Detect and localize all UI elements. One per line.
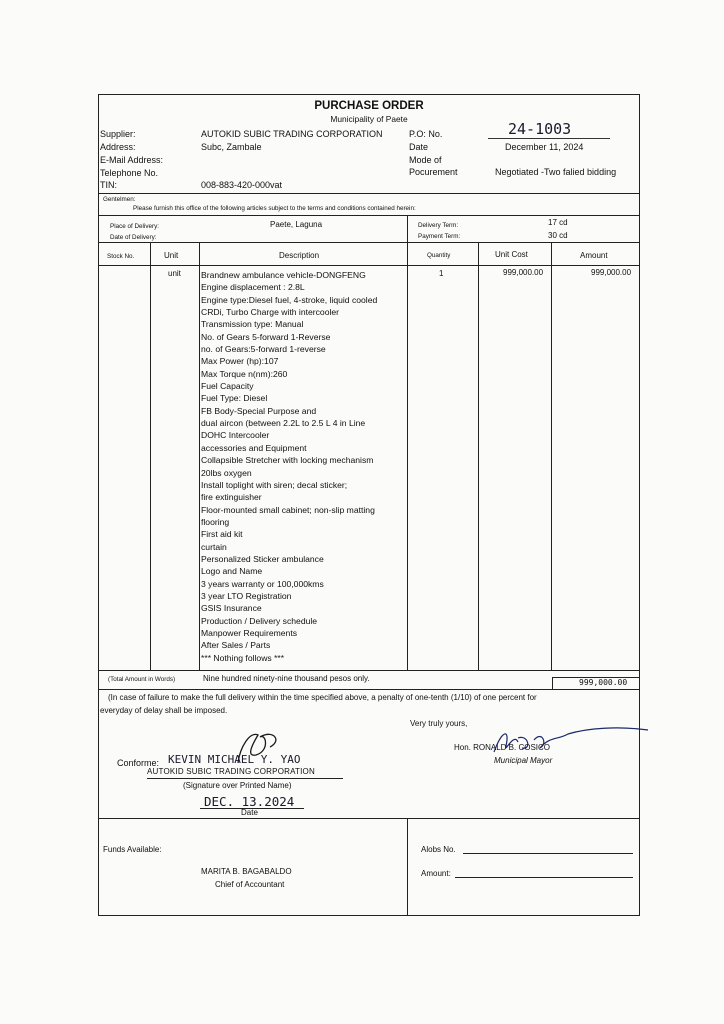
header-description: Description <box>279 251 320 260</box>
supplier-value: AUTOKID SUBIC TRADING CORPORATION <box>201 129 383 139</box>
mayor-title: Municipal Mayor <box>494 756 553 765</box>
description-line: After Sales / Parts <box>201 640 271 651</box>
header-amount: Amount <box>580 251 608 260</box>
delivery-term-label: Delivery Term: <box>418 222 459 229</box>
instructions-text: Please furnish this office of the following articles subject to the terms and conditions contained herein: <box>133 205 416 212</box>
po-number-handwritten: 24-1003 <box>508 120 572 138</box>
penalty-line-1: (In case of failure to make the full delivery within the time specified above, a penalty of one-tenth (1/10) of one percent for <box>108 693 537 702</box>
header-stock-no: Stock No. <box>107 253 135 260</box>
description-line: curtain <box>201 541 227 552</box>
description-line: 3 year LTO Registration <box>201 590 292 601</box>
description-line: CRDi, Turbo Charge with intercooler <box>201 307 340 318</box>
description-line: no. of Gears:5-forward 1-reverse <box>201 344 326 355</box>
municipality-label: Municipality of Paete <box>330 114 408 124</box>
accountant-title: Chief of Accountant <box>215 880 285 889</box>
description-line: flooring <box>201 516 230 527</box>
row-unit-cost: 999,000.00 <box>503 268 544 277</box>
description-line: Production / Delivery schedule <box>201 615 318 626</box>
gentlemen-label: Gentelmen: <box>103 196 136 203</box>
header-quantity: Quantity <box>427 252 451 259</box>
description-line: Brandnew ambulance vehicle-DONGFENG <box>201 270 366 280</box>
conforme-name-handwritten: KEVIN MICHAEL Y. YAO <box>168 753 301 766</box>
alobs-no-line <box>463 853 633 854</box>
description-line: Max Power (hp):107 <box>201 356 279 367</box>
telephone-label: Telephone No. <box>100 168 159 178</box>
document-title: PURCHASE ORDER <box>314 100 424 112</box>
mode-label: Mode of <box>409 155 442 165</box>
delivery-term-value: 17 cd <box>548 218 568 227</box>
total-words-label: (Total Amount in Words) <box>108 676 176 683</box>
place-of-delivery-label: Place of Delivery: <box>110 223 159 230</box>
place-of-delivery-value: Paete, Laguna <box>270 220 323 229</box>
description-line: Engine displacement : 2.8L <box>201 282 305 293</box>
conforme-date-handwritten: DEC. 13.2024 <box>204 794 295 809</box>
description-line: FB Body-Special Purpose and <box>201 405 317 416</box>
row-unit: unit <box>168 269 181 278</box>
description-line: Floor-mounted small cabinet; non-slip matting <box>201 504 375 515</box>
total-amount-words: Nine hundred ninety-nine thousand pesos only. <box>203 674 370 683</box>
penalty-line-2: everyday of delay shall be imposed. <box>100 706 228 715</box>
description-line: Fuel Type: Diesel <box>201 393 268 404</box>
description-line: Transmission type: Manual <box>201 319 304 330</box>
description-line: *** Nothing follows *** <box>201 652 285 663</box>
description-line: 3 years warranty or 100,000kms <box>201 578 324 589</box>
description-line: Manpower Requirements <box>201 627 298 638</box>
payment-term-value: 30 cd <box>548 231 568 240</box>
total-amount: 999,000.00 <box>579 678 628 687</box>
alobs-no-label: Alobs No. <box>421 845 456 854</box>
procurement-label: Pocurement <box>409 167 458 177</box>
mayor-name: Hon. RONALD B. COSICO <box>454 743 551 752</box>
description-line: No. of Gears 5-forward 1-Reverse <box>201 331 331 342</box>
description-line: Fuel Capacity <box>201 381 254 392</box>
description-line: 20lbs oxygen <box>201 467 252 478</box>
row-amount: 999,000.00 <box>591 268 632 277</box>
description-line: dual aircon (between 2.2L to 2.5 L 4 in Line <box>201 418 366 429</box>
payment-term-label: Payment Term: <box>418 233 461 240</box>
funds-available-label: Funds Available: <box>103 845 162 854</box>
item-description <box>201 269 377 664</box>
amount-label: Amount: <box>421 869 451 878</box>
row-quantity: 1 <box>439 269 444 278</box>
description-line: Collapsible Stretcher with locking mechanism <box>201 455 374 466</box>
description-line: Personalized Sticker ambulance <box>201 553 324 564</box>
tin-value: 008-883-420-000vat <box>201 180 283 190</box>
signature-caption: (Signature over Printed Name) <box>183 781 292 790</box>
email-label: E-Mail Address: <box>100 155 164 165</box>
description-line: First aid kit <box>201 529 243 540</box>
date-label: Date <box>409 142 429 152</box>
header-unit: Unit <box>164 251 179 260</box>
description-line: Engine type:Diesel fuel, 4-stroke, liquid cooled <box>201 294 378 305</box>
po-label: P.O: No. <box>409 129 443 139</box>
address-value: Subc, Zambale <box>201 142 262 152</box>
accountant-name: MARITA B. BAGABALDO <box>201 867 292 876</box>
description-line: fire extinguisher <box>201 492 262 503</box>
description-line: DOHC Intercooler <box>201 430 270 441</box>
amount-line <box>455 877 633 878</box>
conforme-label: Conforme: <box>117 758 160 768</box>
header-unit-cost: Unit Cost <box>495 250 528 259</box>
description-line: accessories and Equipment <box>201 442 307 453</box>
supplier-label: Supplier: <box>100 129 136 139</box>
description-line: Logo and Name <box>201 566 263 577</box>
tin-label: TIN: <box>100 180 117 190</box>
date-value: December 11, 2024 <box>505 142 584 152</box>
date-caption: Date <box>241 808 258 817</box>
date-of-delivery-label: Date of Delivery: <box>110 234 157 241</box>
conforme-company: AUTOKID SUBIC TRADING CORPORATION <box>147 767 315 776</box>
description-line: Install toplight with siren; decal sticker; <box>201 479 348 490</box>
procurement-value: Negotiated -Two falied bidding <box>495 167 617 177</box>
description-line: Max Torque n(nm):260 <box>201 368 288 379</box>
address-label: Address: <box>100 142 136 152</box>
very-truly-yours: Very truly yours, <box>410 719 468 728</box>
description-line: GSIS Insurance <box>201 603 262 614</box>
